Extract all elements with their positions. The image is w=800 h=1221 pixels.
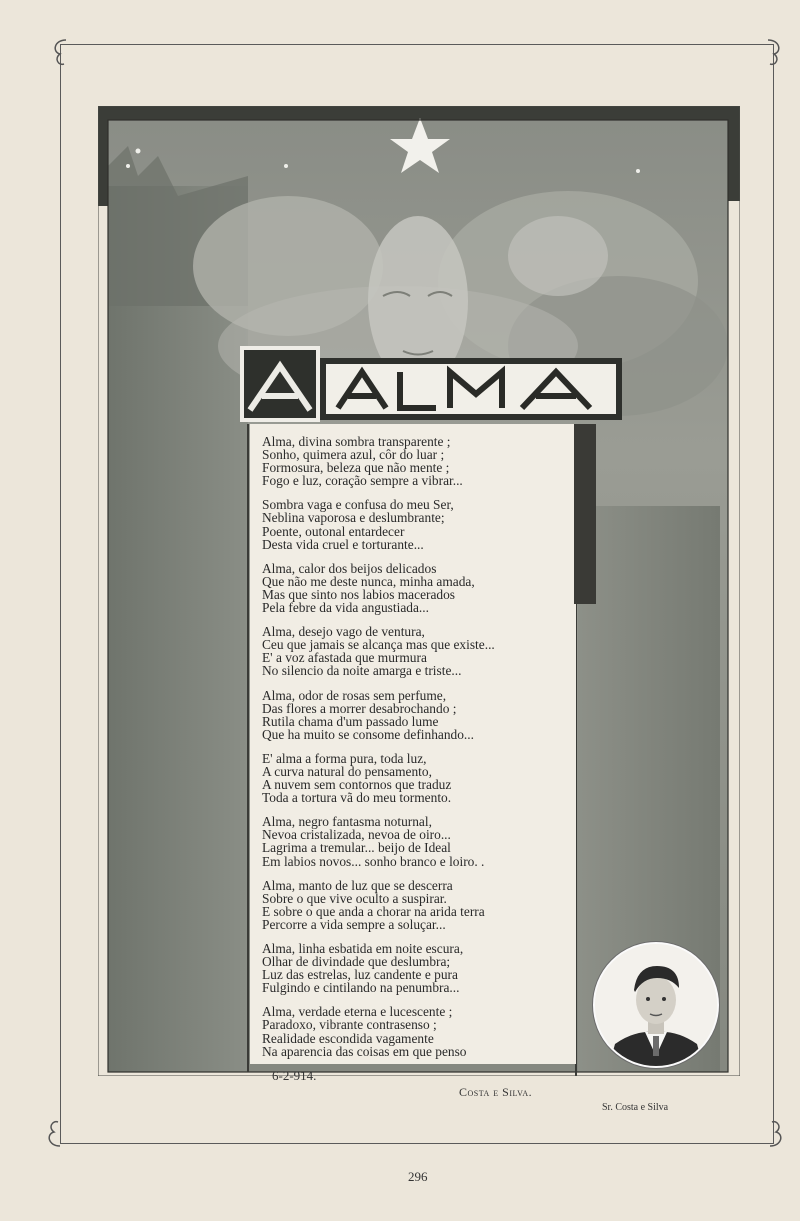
poem-line: Alma, odor de rosas sem perfume, — [262, 687, 447, 703]
poem-line: Alma, linha esbatida em noite escura, — [262, 941, 464, 956]
poem-line: Alma, verdade eterna e lucescente ; — [262, 1004, 453, 1020]
poem-line: Neblina vaporosa e deslumbrante; — [262, 510, 445, 526]
poem-line: Mas que sinto nos labios macerados — [262, 586, 456, 602]
poem-line: E sobre o que anda a chorar na arida terra — [262, 903, 485, 919]
poem-line: Nevoa cristalizada, nevoa de oiro... — [262, 827, 451, 843]
poem-line: Na aparencia das coisas em que penso — [262, 1043, 467, 1059]
poem-line: No silencio da noite amarga e triste... — [262, 663, 462, 679]
author-portrait — [593, 942, 719, 1068]
poem-line: Alma, negro fantasma noturnal, — [262, 814, 432, 830]
poem-line: Sombra vaga e confusa do meu Ser, — [262, 497, 454, 513]
poem-line: A nuvem sem contornos que traduz — [262, 777, 452, 793]
poem-stanza — [262, 752, 582, 804]
poem-line: Sonho, quimera azul, côr do luar ; — [262, 447, 445, 463]
poem-stanza — [262, 689, 582, 741]
poem-line: Ceu que jamais se alcança mas que existe... — [262, 637, 495, 653]
poem-line: Alma, desejo vago de ventura, — [262, 624, 425, 640]
poem-line: Toda a tortura vã do meu tormento. — [262, 790, 452, 806]
poem-stanza — [262, 942, 582, 994]
poem-stanza — [262, 815, 582, 867]
author-signature: Costa e Silva. — [459, 1085, 533, 1099]
poem-line: Sobre o que vive oculto a suspirar. — [262, 890, 447, 906]
poem-line: Das flores a morrer desabrochando ; — [262, 700, 457, 716]
poem-stanza — [262, 435, 582, 487]
page-number: 296 — [408, 1169, 428, 1184]
poem-line: Pela febre da vida angustiada... — [262, 600, 429, 616]
corner-ornament-bottom-left — [44, 1118, 66, 1148]
poem-stanza — [262, 498, 582, 550]
poem-line: E' a voz afastada que murmura — [262, 650, 427, 666]
title-banner — [240, 346, 622, 422]
poem-line: A curva natural do pensamento, — [262, 763, 432, 779]
poem-line: Olhar de divindade que deslumbra; — [262, 954, 451, 970]
poem-line: E' alma a forma pura, toda luz, — [262, 750, 427, 766]
poem-line: Lagrima a tremular... beijo de Ideal — [262, 840, 451, 856]
poem-stanza — [262, 879, 582, 931]
poem-stanza — [262, 562, 582, 614]
poem-line: Percorre a vida sempre a soluçar... — [262, 916, 446, 932]
poem-date: 6-2-914. — [272, 1068, 317, 1083]
poem-line: Alma, calor dos beijos delicados — [262, 560, 437, 576]
poem-line: Formosura, beleza que não mente ; — [262, 460, 450, 476]
poem-line: Rutila chama d'um passado lume — [262, 713, 439, 729]
corner-ornament-top-right — [762, 38, 784, 68]
poem-line: Realidade escondida vagamente — [262, 1030, 434, 1046]
poem-line: Desta vida cruel e torturante... — [262, 536, 424, 552]
poem-line: Fulgindo e cintilando na penumbra... — [262, 980, 460, 996]
poem-line: Poente, outonal entardecer — [262, 523, 405, 539]
corner-ornament-bottom-right — [764, 1118, 786, 1148]
poem-line: Paradoxo, vibrante contrasenso ; — [262, 1017, 437, 1033]
poem-line: Alma, divina sombra transparente ; — [262, 434, 451, 449]
poem-line: Que não me deste nunca, minha amada, — [262, 573, 475, 589]
poem-line: Luz das estrelas, luz candente e pura — [262, 967, 458, 983]
portrait-caption: Sr. Costa e Silva — [602, 1102, 669, 1113]
poem-line: Alma, manto de luz que se descerra — [262, 877, 453, 893]
poem-line: Que ha muito se consome definhando... — [262, 726, 474, 742]
poem-line: Em labios novos... sonho branco e loiro. . — [262, 853, 485, 869]
poem-stanza — [262, 1005, 582, 1057]
poem-text — [262, 435, 582, 1069]
poem-line: Fogo e luz, coração sempre a vibrar... — [262, 473, 463, 489]
corner-ornament-top-left — [50, 38, 72, 68]
poem-stanza — [262, 625, 582, 677]
